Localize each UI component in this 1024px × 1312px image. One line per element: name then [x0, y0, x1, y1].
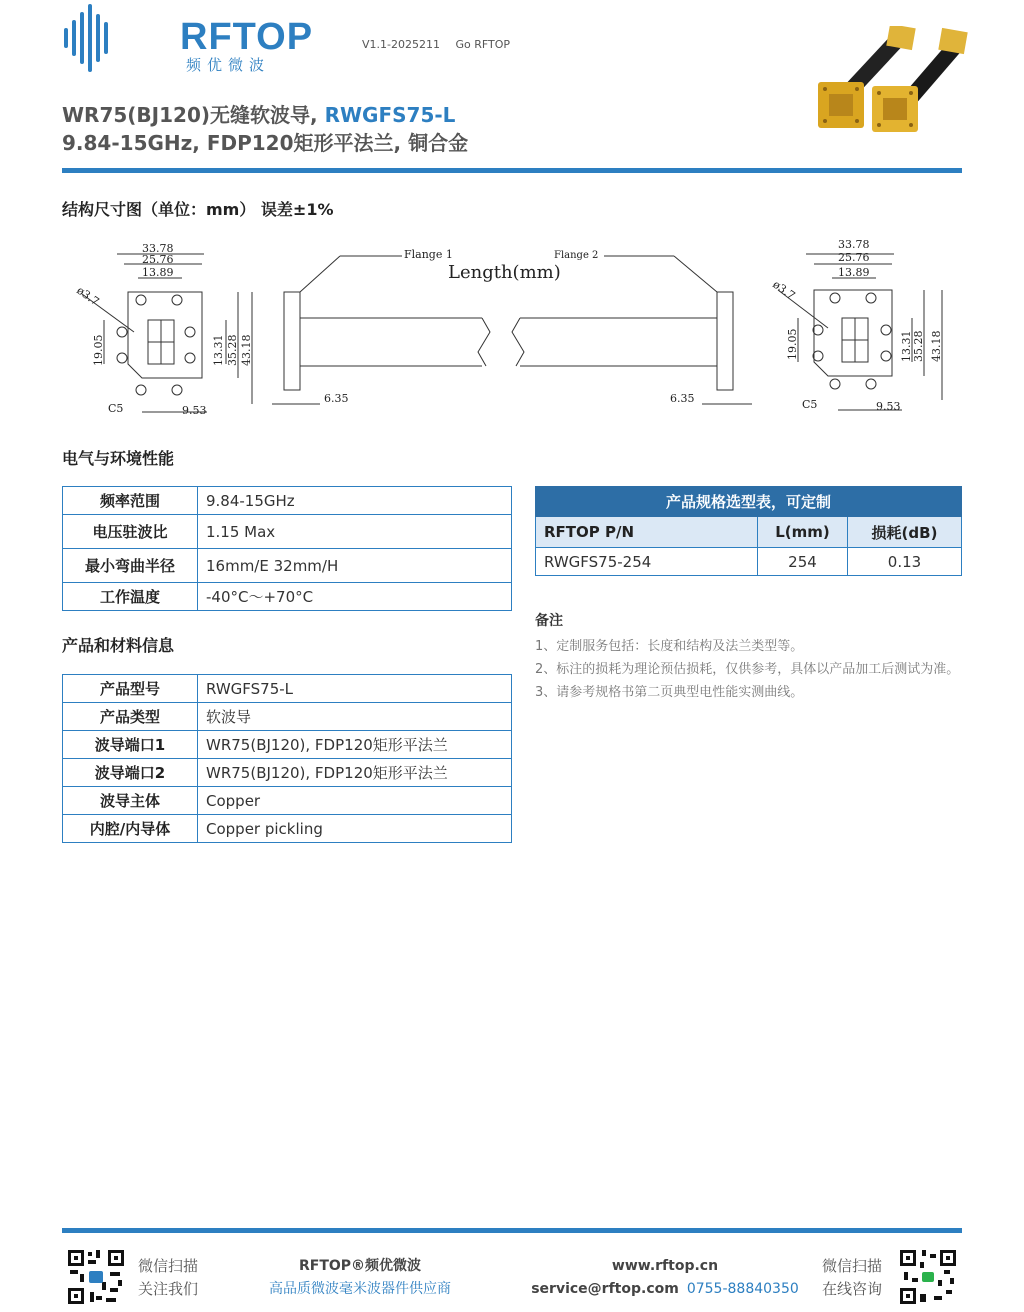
- side-label-flange1: Flange 1: [404, 248, 453, 261]
- table-row: [63, 583, 512, 611]
- f1-dim-h2: 13.31: [212, 334, 225, 366]
- footer-follow: [138, 1255, 198, 1301]
- company-logo: [62, 2, 314, 74]
- table-row: [63, 787, 512, 815]
- row-key: 最小弯曲半径: [63, 549, 198, 583]
- footer-slogan: 高品质微波毫米波器件供应商: [269, 1281, 451, 1297]
- cell-loss: 0.13: [848, 548, 962, 576]
- table-row: [63, 549, 512, 583]
- materials-table: [62, 674, 512, 843]
- footer-consult: [822, 1255, 882, 1301]
- row-value: WR75(BJ120), FDP120矩形平法兰: [198, 759, 512, 787]
- f1-dim-width-inner: 13.89: [142, 266, 174, 279]
- f2-dim-width-outer: 33.78: [838, 238, 870, 251]
- logo-subtitle: 频优微波: [186, 56, 271, 74]
- row-value: 16mm/E 32mm/H: [198, 549, 512, 583]
- electrical-table: [62, 486, 512, 611]
- col-header-length: L(mm): [758, 517, 848, 548]
- f1-dim-chamfer: C5: [108, 402, 124, 415]
- f2-dim-chamfer: C5: [802, 398, 818, 411]
- f2-dim-h1: 19.05: [786, 328, 799, 360]
- brand-link[interactable]: Go RFTOP: [455, 38, 511, 51]
- row-key: 波导主体: [63, 787, 198, 815]
- row-key: 内腔/内导体: [63, 815, 198, 843]
- spec-selection-table: [535, 486, 962, 576]
- table-caption: 产品规格选型表，可定制: [536, 487, 962, 517]
- f1-dim-h3: 35.28: [226, 334, 239, 366]
- note-item: 3、请参考规格书第二页典型电性能实测曲线。: [535, 685, 804, 700]
- f2-dim-h2: 13.31: [900, 330, 913, 362]
- footer-website[interactable]: www.rftop.cn: [611, 1258, 719, 1274]
- table-row: [63, 759, 512, 787]
- row-value: Copper pickling: [198, 815, 512, 843]
- row-value: Copper: [198, 787, 512, 815]
- title-main: WR75(BJ120)无缝软波导,: [62, 103, 325, 127]
- product-title: [62, 99, 455, 128]
- drawing-heading: 结构尺寸图（单位：mm） 误差±1%: [62, 200, 334, 219]
- row-value: WR75(BJ120), FDP120矩形平法兰: [198, 731, 512, 759]
- footer-consult-line1: 微信扫描: [822, 1257, 883, 1275]
- materials-heading: 产品和材料信息: [62, 636, 175, 655]
- table-row: [63, 487, 512, 515]
- qr-code-consult[interactable]: [898, 1248, 958, 1306]
- table-row: [536, 548, 962, 576]
- table-row: [63, 703, 512, 731]
- title-part-number: RWGFS75-L: [324, 103, 456, 127]
- logo-wave-icon: [62, 2, 172, 74]
- table-row: [63, 731, 512, 759]
- dimension-drawing: [62, 232, 962, 424]
- row-value: -40°C～+70°C: [198, 583, 512, 611]
- row-key: 电压驻波比: [63, 515, 198, 549]
- footer-contact: [530, 1255, 800, 1301]
- footer-brand-name: RFTOP®频优微波: [298, 1258, 422, 1274]
- side-dim-t1: 6.35: [324, 392, 349, 405]
- version-number: V1.1-2025211: [362, 38, 440, 51]
- row-key: 波导端口2: [63, 759, 198, 787]
- row-key: 产品类型: [63, 703, 198, 731]
- row-key: 工作温度: [63, 583, 198, 611]
- footer-phone: 0755-88840350: [686, 1281, 799, 1297]
- f2-dim-hole: ø3.7: [770, 277, 798, 303]
- row-value: 软波导: [198, 703, 512, 731]
- cell-length: 254: [758, 548, 848, 576]
- f1-dim-width-outer: 33.78: [142, 242, 174, 255]
- side-label-flange2: Flange 2: [554, 250, 599, 261]
- f1-dim-h1: 19.05: [92, 334, 105, 366]
- table-row: [63, 515, 512, 549]
- row-key: 波导端口1: [63, 731, 198, 759]
- side-dim-t2: 6.35: [670, 392, 695, 405]
- logo-text: RFTOP: [180, 16, 314, 58]
- header-divider: [62, 168, 962, 173]
- table-row: [63, 815, 512, 843]
- f2-dim-h4: 43.18: [930, 330, 943, 362]
- product-photo: [812, 26, 972, 138]
- row-key: 产品型号: [63, 675, 198, 703]
- col-header-pn: RFTOP P/N: [536, 517, 758, 548]
- product-subtitle: 9.84-15GHz, FDP120矩形平法兰, 铜合金: [62, 131, 469, 155]
- f2-dim-h3: 35.28: [912, 330, 925, 362]
- col-header-loss: 损耗(dB): [848, 517, 962, 548]
- footer-brand: [240, 1255, 480, 1301]
- f1-dim-h4: 43.18: [240, 334, 253, 366]
- notes-block: [535, 610, 965, 704]
- version-info: [362, 38, 510, 51]
- note-item: 2、标注的损耗为理论预估损耗，仅供参考，具体以产品加工后测试为准。: [535, 662, 960, 677]
- f1-dim-hole: ø3.7: [74, 283, 102, 309]
- footer-email[interactable]: service@rftop.com: [531, 1281, 679, 1297]
- cell-pn: RWGFS75-254: [536, 548, 758, 576]
- note-item: 1、定制服务包括：长度和结构及法兰类型等。: [535, 639, 804, 654]
- row-value: 1.15 Max: [198, 515, 512, 549]
- side-label-length: Length(mm): [448, 262, 561, 283]
- row-value: 9.84-15GHz: [198, 487, 512, 515]
- f1-dim-width-mid: 25.76: [142, 253, 174, 266]
- table-header-row: [536, 517, 962, 548]
- f2-dim-b: 9.53: [876, 400, 901, 413]
- footer-consult-line2: 在线咨询: [822, 1280, 883, 1298]
- footer-follow-line2: 关注我们: [138, 1280, 199, 1298]
- f2-dim-width-inner: 13.89: [838, 266, 870, 279]
- table-caption-row: [536, 487, 962, 517]
- notes-heading: 备注: [535, 613, 563, 629]
- table-row: [63, 675, 512, 703]
- footer-follow-line1: 微信扫描: [138, 1257, 199, 1275]
- footer-divider: [62, 1228, 962, 1233]
- f2-dim-width-mid: 25.76: [838, 251, 870, 264]
- row-key: 频率范围: [63, 487, 198, 515]
- qr-code-follow[interactable]: [66, 1248, 126, 1306]
- row-value: RWGFS75-L: [198, 675, 512, 703]
- f1-dim-b: 9.53: [182, 404, 207, 417]
- electrical-heading: 电气与环境性能: [62, 449, 175, 468]
